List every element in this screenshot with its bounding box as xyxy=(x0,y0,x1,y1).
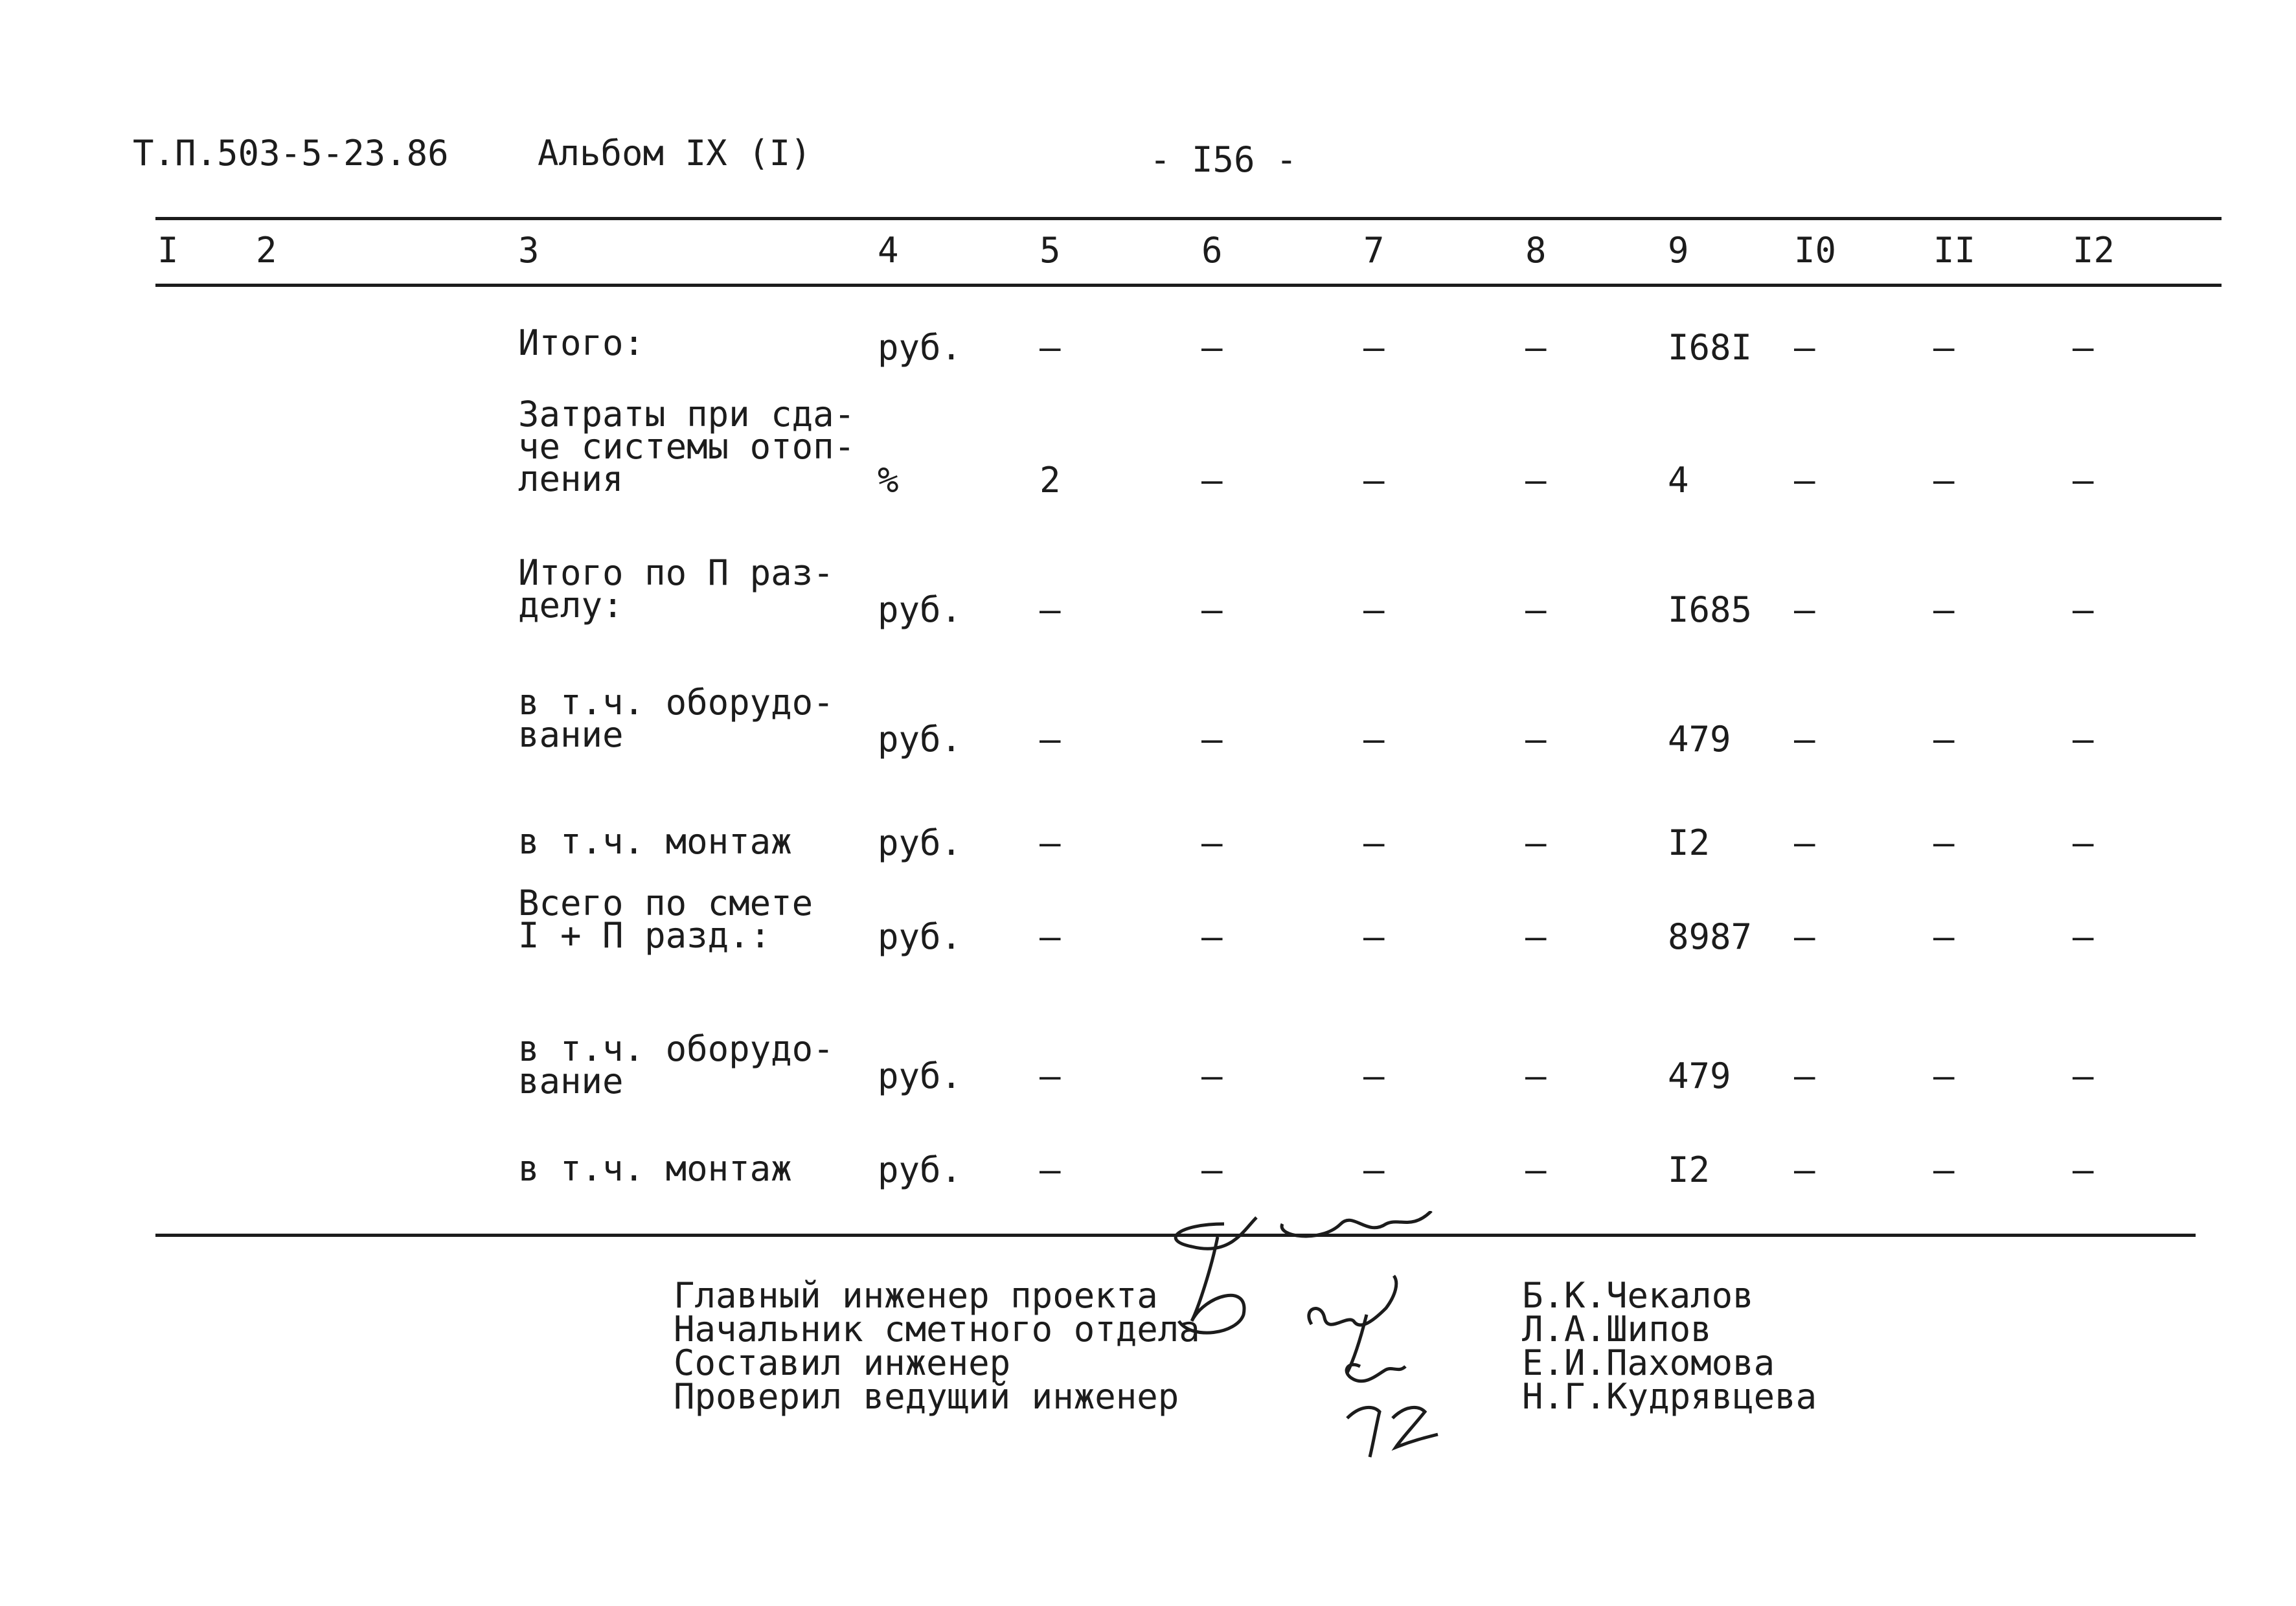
value-cell: – xyxy=(1525,327,1547,368)
value-cell: – xyxy=(1794,719,1815,760)
value-cell: I68I xyxy=(1668,327,1753,368)
value-cell: – xyxy=(1363,719,1385,760)
value-cell: – xyxy=(1794,327,1815,368)
value-cell: – xyxy=(1933,460,1955,501)
unit-cell: руб. xyxy=(878,589,962,630)
row-label: Всего по смете I + П разд.: xyxy=(518,883,813,956)
value-cell: – xyxy=(1040,1056,1061,1096)
unit-cell: руб. xyxy=(878,916,962,957)
column-number: 6 xyxy=(1201,230,1223,271)
value-cell: – xyxy=(1363,1149,1385,1190)
column-number: 9 xyxy=(1668,230,1689,271)
value-cell: – xyxy=(1525,719,1547,760)
value-cell: – xyxy=(1040,719,1061,760)
value-cell: – xyxy=(1933,1056,1955,1096)
unit-cell: руб. xyxy=(878,327,962,368)
value-cell: – xyxy=(1363,1056,1385,1096)
value-cell: 479 xyxy=(1668,719,1731,760)
value-cell: – xyxy=(1201,460,1223,501)
column-number: I0 xyxy=(1794,230,1837,271)
value-cell: – xyxy=(1933,589,1955,630)
value-cell: I2 xyxy=(1668,1149,1711,1190)
value-cell: – xyxy=(1040,822,1061,863)
value-cell: – xyxy=(1794,1149,1815,1190)
column-number: 4 xyxy=(878,230,899,271)
value-cell: 2 xyxy=(1040,460,1061,501)
value-cell: – xyxy=(1363,916,1385,957)
value-cell: – xyxy=(1525,1056,1547,1096)
value-cell: – xyxy=(1794,822,1815,863)
column-number: 7 xyxy=(1363,230,1385,271)
value-cell: – xyxy=(1933,327,1955,368)
value-cell: – xyxy=(1363,327,1385,368)
value-cell: – xyxy=(1794,460,1815,501)
unit-cell: руб. xyxy=(878,1056,962,1096)
value-cell: – xyxy=(2073,589,2094,630)
document-code: Т.П.503-5-23.86 xyxy=(133,133,449,174)
value-cell: – xyxy=(2073,1056,2094,1096)
value-cell: – xyxy=(1525,589,1547,630)
page-number: - I56 - xyxy=(1150,139,1297,180)
signature-roles: Главный инженер проекта Начальник сметного отдела Составил инженер Проверил ведущий инженер xyxy=(674,1275,1200,1417)
row-label: Итого: xyxy=(518,322,645,363)
column-number: 5 xyxy=(1040,230,1061,271)
column-number: 2 xyxy=(256,230,277,271)
table-top-rule xyxy=(155,217,2222,220)
column-number: I2 xyxy=(2073,230,2115,271)
value-cell: – xyxy=(1525,822,1547,863)
unit-cell: руб. xyxy=(878,822,962,863)
row-label: в т.ч. монтаж xyxy=(518,821,792,862)
unit-cell: руб. xyxy=(878,719,962,760)
column-number: 8 xyxy=(1525,230,1547,271)
value-cell: – xyxy=(2073,460,2094,501)
value-cell: – xyxy=(2073,327,2094,368)
value-cell: – xyxy=(1201,589,1223,630)
value-cell: – xyxy=(1201,327,1223,368)
value-cell: – xyxy=(2073,916,2094,957)
row-label: Затраты при сда- че системы отоп- ления xyxy=(518,394,856,499)
value-cell: – xyxy=(1363,460,1385,501)
column-number: 3 xyxy=(518,230,540,271)
value-cell: – xyxy=(2073,719,2094,760)
row-label: в т.ч. оборудо- вание xyxy=(518,1028,834,1102)
unit-cell: % xyxy=(878,460,899,501)
value-cell: – xyxy=(1201,1149,1223,1190)
value-cell: – xyxy=(1933,916,1955,957)
handwritten-signatures xyxy=(1153,1211,1606,1470)
value-cell: – xyxy=(1525,916,1547,957)
signature-names: Б.К.Чекалов Л.А.Шипов Е.И.Пахомова Н.Г.Кудрявцева xyxy=(1522,1275,1817,1417)
value-cell: – xyxy=(1201,1056,1223,1096)
value-cell: – xyxy=(1040,327,1061,368)
value-cell: – xyxy=(1525,1149,1547,1190)
value-cell: – xyxy=(1794,589,1815,630)
column-number: I xyxy=(157,230,179,271)
value-cell: – xyxy=(1201,916,1223,957)
value-cell: I2 xyxy=(1668,822,1711,863)
value-cell: – xyxy=(1040,1149,1061,1190)
unit-cell: руб. xyxy=(878,1149,962,1190)
column-number: II xyxy=(1933,230,1976,271)
value-cell: I685 xyxy=(1668,589,1753,630)
row-label: в т.ч. оборудо- вание xyxy=(518,682,834,755)
row-label: Итого по П раз- делу: xyxy=(518,552,834,626)
value-cell: 479 xyxy=(1668,1056,1731,1096)
header-bottom-rule xyxy=(155,284,2222,287)
value-cell: – xyxy=(1525,460,1547,501)
value-cell: – xyxy=(1201,719,1223,760)
value-cell: – xyxy=(1363,822,1385,863)
value-cell: – xyxy=(1040,589,1061,630)
value-cell: – xyxy=(1201,822,1223,863)
value-cell: – xyxy=(1794,916,1815,957)
value-cell: 8987 xyxy=(1668,916,1753,957)
album-label: Альбом IX (I) xyxy=(538,133,812,174)
value-cell: – xyxy=(1040,916,1061,957)
value-cell: – xyxy=(1363,589,1385,630)
row-label: в т.ч. монтаж xyxy=(518,1148,792,1189)
value-cell: 4 xyxy=(1668,460,1689,501)
value-cell: – xyxy=(1933,822,1955,863)
value-cell: – xyxy=(2073,822,2094,863)
value-cell: – xyxy=(1933,1149,1955,1190)
value-cell: – xyxy=(1933,719,1955,760)
value-cell: – xyxy=(1794,1056,1815,1096)
value-cell: – xyxy=(2073,1149,2094,1190)
